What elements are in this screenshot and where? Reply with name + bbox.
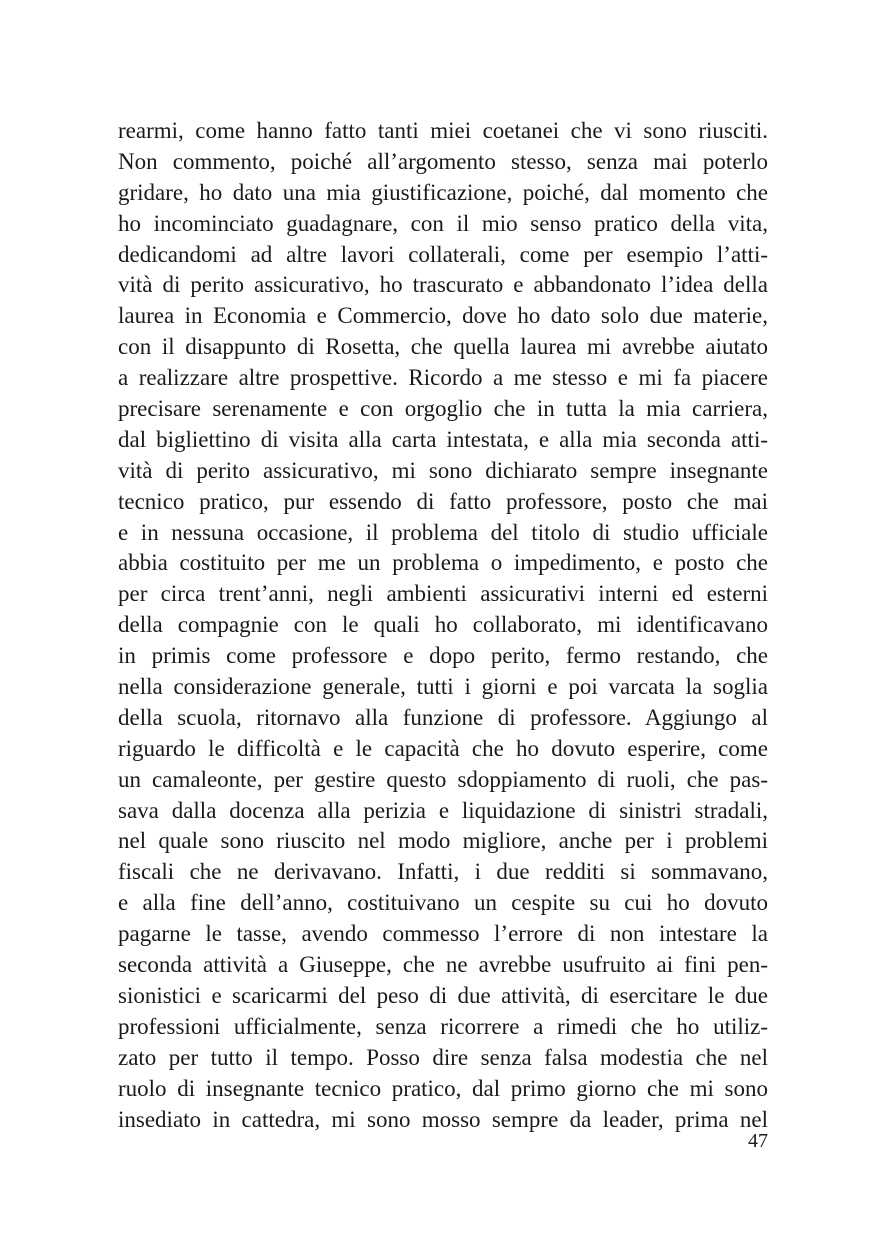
text-line: ho incominciato guadagnare, con il mio senso pratico della vita,: [118, 210, 768, 236]
text-line: insediato in cattedra, mi sono mosso sempre da leader, prima nel: [118, 1106, 768, 1132]
text-line: nel quale sono riuscito nel modo migliore, anche per i problemi: [118, 828, 768, 854]
text-line: con il disappunto di Rosetta, che quella laurea mi avrebbe aiutato: [118, 334, 768, 360]
text-line: fiscali che ne derivavano. Infatti, i due redditi si sommavano,: [118, 859, 768, 885]
text-line: vità di perito assicurativo, ho trascurato e abbandonato l’idea della: [118, 272, 768, 298]
text-line: a realizzare altre prospettive. Ricordo a me stesso e mi fa piacere: [118, 365, 768, 391]
text-line: zato per tutto il tempo. Posso dire senza falsa modestia che nel: [118, 1044, 768, 1070]
body-text: [118, 116, 768, 1135]
text-line: pagarne le tasse, avendo commesso l’errore di non intestare la: [118, 921, 768, 947]
text-line: un camaleonte, per gestire questo sdoppiamento di ruoli, che pas-: [118, 766, 768, 792]
text-line: tecnico pratico, pur essendo di fatto professore, posto che mai: [118, 488, 768, 514]
page-number: 47: [748, 1130, 768, 1152]
text-line: laurea in Economia e Commercio, dove ho dato solo due materie,: [118, 303, 768, 329]
text-line: e alla fine dell’anno, costituivano un cespite su cui ho dovuto: [118, 890, 768, 916]
text-line: per circa trent’anni, negli ambienti assicurativi interni ed esterni: [118, 581, 768, 607]
text-line: vità di perito assicurativo, mi sono dichiarato sempre insegnante: [118, 457, 768, 483]
text-line: in primis come professore e dopo perito, fermo restando, che: [118, 643, 768, 669]
text-line: sava dalla docenza alla perizia e liquidazione di sinistri stradali,: [118, 797, 768, 823]
text-line: Non commento, poiché all’argomento stesso, senza mai poterlo: [118, 148, 768, 174]
text-line: gridare, ho dato una mia giustificazione, poiché, dal momento che: [118, 179, 768, 205]
text-line: precisare serenamente e con orgoglio che in tutta la mia carriera,: [118, 396, 768, 422]
text-line: della compagnie con le quali ho collaborato, mi identificavano: [118, 612, 768, 638]
text-line: e in nessuna occasione, il problema del titolo di studio ufficiale: [118, 519, 768, 545]
text-line: dedicandomi ad altre lavori collaterali, come per esempio l’atti-: [118, 241, 768, 267]
text-line: sionistici e scaricarmi del peso di due attività, di esercitare le due: [118, 982, 768, 1008]
text-line: riguardo le difficoltà e le capacità che ho dovuto esperire, come: [118, 735, 768, 761]
text-line: rearmi, come hanno fatto tanti miei coetanei che vi sono riusciti.: [118, 118, 768, 143]
text-line: dal bigliettino di visita alla carta intestata, e alla mia seconda atti-: [118, 426, 768, 452]
text-line: seconda attività a Giuseppe, che ne avrebbe usufruito ai fini pen-: [118, 952, 768, 978]
text-line: ruolo di insegnante tecnico pratico, dal primo giorno che mi sono: [118, 1075, 768, 1101]
text-line: nella considerazione generale, tutti i giorni e poi varcata la soglia: [118, 674, 768, 700]
text-line: abbia costituito per me un problema o impedimento, e posto che: [118, 550, 768, 576]
text-line: della scuola, ritornavo alla funzione di professore. Aggiungo al: [118, 704, 768, 730]
text-line: professioni ufficialmente, senza ricorrere a rimedi che ho utiliz-: [118, 1013, 768, 1039]
